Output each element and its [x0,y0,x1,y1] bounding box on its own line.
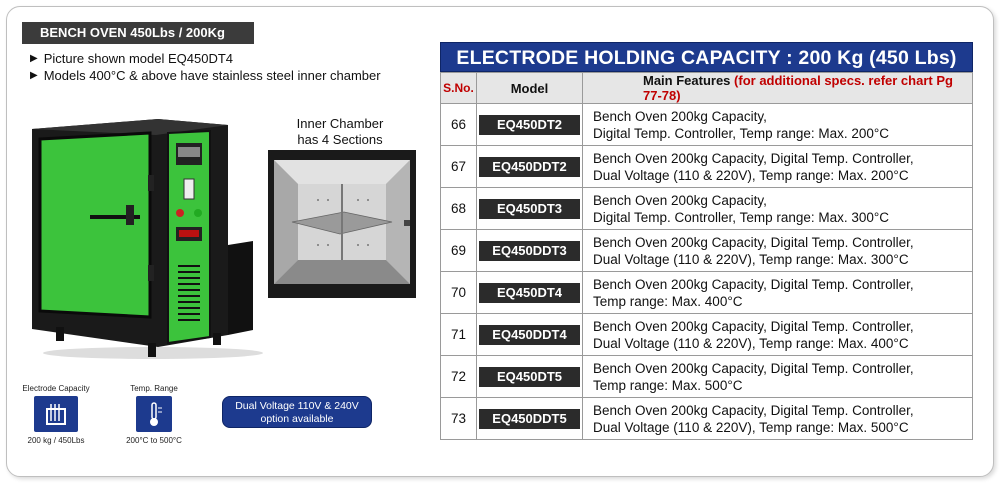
model-badge: EQ450DDT4 [479,325,580,345]
feature-line: Bench Oven 200kg Capacity, Digital Temp. Controller, [593,402,914,418]
table-row [441,104,973,146]
row-sno: 70 [441,272,477,314]
table-title: ELECTRODE HOLDING CAPACITY : 200 Kg (450 Lbs) [440,42,973,72]
feature-line: Temp range: Max. 500°C [593,377,743,393]
spec-value: 200°C to 500°C [126,436,182,445]
row-sno: 68 [441,188,477,230]
row-sno: 69 [441,230,477,272]
row-model [477,146,583,188]
col-model: Model [477,73,583,104]
feature-line: Dual Voltage (110 & 220V), Temp range: Max. 300°C [593,251,909,267]
row-features [583,314,973,356]
row-model [477,104,583,146]
feature-line: Dual Voltage (110 & 220V), Temp range: Max. 500°C [593,419,909,435]
table-body [441,104,973,440]
badge-line: Dual Voltage 110V & 240V [235,400,359,412]
bullet-text: Models 400°C & above have stainless steel inner chamber [43,68,381,83]
row-features [583,230,973,272]
inner-chamber-caption [270,116,410,148]
feature-line: Digital Temp. Controller, Temp range: Max. 200°C [593,125,890,141]
feature-line: Bench Oven 200kg Capacity, Digital Temp. Controller, [593,150,914,166]
row-model [477,188,583,230]
table-row [441,398,973,440]
table-header-row [441,73,973,104]
row-features [583,272,973,314]
row-sno: 73 [441,398,477,440]
spec-title: Electrode Capacity [22,384,90,393]
feature-line: Digital Temp. Controller, Temp range: Max. 300°C [593,209,890,225]
row-features [583,188,973,230]
row-features [583,104,973,146]
spec-title: Temp. Range [130,384,178,393]
col-features [583,73,973,104]
feature-line: Temp range: Max. 400°C [593,293,743,309]
triangle-icon: ▶ [30,70,38,81]
product-title: BENCH OVEN 450Lbs / 200Kg [30,22,254,44]
feature-bullets [30,50,381,84]
row-features [583,356,973,398]
spec-value: 200 kg / 450Lbs [27,436,85,445]
row-model [477,398,583,440]
feature-line: Bench Oven 200kg Capacity, [593,108,767,124]
feature-line: Bench Oven 200kg Capacity, [593,192,767,208]
spec-temp [112,384,196,445]
row-model [477,356,583,398]
table-row [441,146,973,188]
table-row [441,230,973,272]
caption-line: has 4 Sections [297,132,383,147]
feature-line: Bench Oven 200kg Capacity, Digital Temp. Controller, [593,276,914,292]
model-badge: EQ450DT2 [479,115,580,135]
model-table [440,72,973,440]
bullet-item [30,67,381,84]
triangle-icon: ▶ [30,53,38,64]
row-model [477,272,583,314]
row-sno: 67 [441,146,477,188]
bullet-item [30,50,381,67]
spec-capacity [14,384,98,445]
row-model [477,314,583,356]
feature-line: Bench Oven 200kg Capacity, Digital Temp. Controller, [593,234,914,250]
bullet-text: Picture shown model EQ450DT4 [43,51,234,66]
col-features-label: Main Features [643,73,731,88]
col-sno: S.No. [441,73,477,104]
thermometer-icon [136,396,172,432]
row-sno: 71 [441,314,477,356]
col-features-note: (for additional specs. refer chart Pg 77-78) [643,73,953,103]
capacity-table [440,42,973,440]
model-badge: EQ450DT5 [479,367,580,387]
feature-line: Dual Voltage (110 & 220V), Temp range: Max. 400°C [593,335,909,351]
feature-line: Bench Oven 200kg Capacity, Digital Temp. Controller, [593,318,914,334]
table-row [441,272,973,314]
electrode-box-icon [34,396,78,432]
table-row [441,356,973,398]
row-features [583,146,973,188]
badge-line: option available [260,413,334,425]
dual-voltage-badge [222,396,372,428]
model-badge: EQ450DDT2 [479,157,580,177]
row-features [583,398,973,440]
model-badge: EQ450DDT3 [479,241,580,261]
row-model [477,230,583,272]
table-row [441,314,973,356]
row-sno: 66 [441,104,477,146]
table-row [441,188,973,230]
caption-line: Inner Chamber [296,116,384,131]
model-badge: EQ450DT3 [479,199,580,219]
bench-oven-image [28,115,268,365]
feature-line: Dual Voltage (110 & 220V), Temp range: Max. 200°C [593,167,909,183]
model-badge: EQ450DT4 [479,283,580,303]
model-badge: EQ450DDT5 [479,409,580,429]
inner-chamber-image [268,150,416,298]
row-sno: 72 [441,356,477,398]
feature-line: Bench Oven 200kg Capacity, Digital Temp. Controller, [593,360,914,376]
